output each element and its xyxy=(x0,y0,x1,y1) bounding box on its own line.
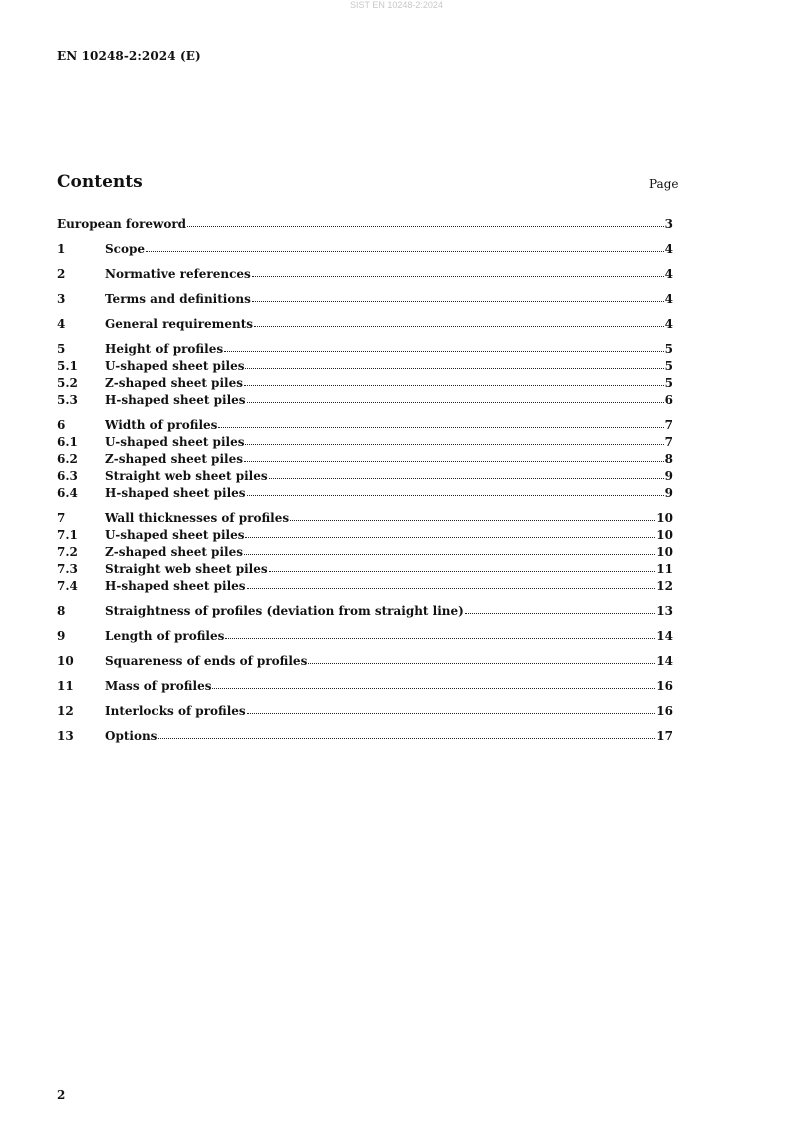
toc-entry[interactable] xyxy=(57,728,673,745)
toc-dot-leader xyxy=(254,316,664,328)
toc-entry-number: 5.3 xyxy=(57,393,78,407)
toc-dot-leader xyxy=(308,653,655,665)
toc-entry[interactable] xyxy=(57,216,673,233)
toc-entry-title: Options xyxy=(105,729,158,743)
toc-entry[interactable] xyxy=(57,578,673,595)
toc-entry-title: U-shaped sheet piles xyxy=(105,435,245,449)
toc-entry-number: 2 xyxy=(57,267,66,281)
page-number: 2 xyxy=(57,1088,66,1102)
toc-entry-page: 3 xyxy=(664,217,673,231)
toc-entry[interactable] xyxy=(57,375,673,392)
toc-dot-leader xyxy=(252,266,664,278)
toc-entry-title: Normative references xyxy=(105,267,251,281)
toc-entry[interactable] xyxy=(57,291,673,308)
toc-entry-title: Wall thicknesses of profiles xyxy=(105,511,290,525)
toc-entry-page: 6 xyxy=(664,393,673,407)
toc-entry-title: Straight web sheet piles xyxy=(105,469,268,483)
toc-entry[interactable] xyxy=(57,417,673,434)
toc-entry-title: Width of profiles xyxy=(105,418,218,432)
toc-entry-title: Length of profiles xyxy=(105,629,225,643)
toc-entry-number: 5.1 xyxy=(57,359,78,373)
toc-entry[interactable] xyxy=(57,561,673,578)
toc-dot-leader xyxy=(269,561,656,573)
toc-entry-title: Straight web sheet piles xyxy=(105,562,268,576)
toc-entry-number: 4 xyxy=(57,317,66,331)
toc-entry-page: 14 xyxy=(656,654,673,668)
toc-entry-page: 11 xyxy=(656,562,673,576)
toc-dot-leader xyxy=(146,241,664,253)
toc-dot-leader xyxy=(247,392,664,404)
toc-entry-number: 6.2 xyxy=(57,452,78,466)
toc-entry-number: 12 xyxy=(57,704,74,718)
toc-entry-page: 9 xyxy=(664,486,673,500)
toc-entry-page: 12 xyxy=(656,579,673,593)
toc-entry-number: 5.2 xyxy=(57,376,78,390)
toc-dot-leader xyxy=(247,485,664,497)
toc-entry-page: 8 xyxy=(664,452,673,466)
toc-entry-page: 5 xyxy=(664,342,673,356)
toc-dot-leader xyxy=(187,216,664,228)
toc-entry[interactable] xyxy=(57,341,673,358)
toc-entry[interactable] xyxy=(57,392,673,409)
toc-entry[interactable] xyxy=(57,510,673,527)
toc-entry-title: H-shaped sheet piles xyxy=(105,486,246,500)
toc-entry-page: 9 xyxy=(664,469,673,483)
toc-entry[interactable] xyxy=(57,527,673,544)
toc-entry-number: 6.1 xyxy=(57,435,78,449)
toc-dot-leader xyxy=(245,358,663,370)
toc-entry-page: 16 xyxy=(656,679,673,693)
toc-entry-number: 7.4 xyxy=(57,579,78,593)
toc-entry-page: 5 xyxy=(664,376,673,390)
toc-entry-title: Scope xyxy=(105,242,146,256)
toc-dot-leader xyxy=(218,417,663,429)
toc-entry[interactable] xyxy=(57,603,673,620)
toc-entry-page: 14 xyxy=(656,629,673,643)
toc-entry[interactable] xyxy=(57,485,673,502)
toc-dot-leader xyxy=(244,544,655,556)
toc-entry-number: 8 xyxy=(57,604,66,618)
toc-dot-leader xyxy=(158,728,655,740)
toc-entry-title: Mass of profiles xyxy=(105,679,212,693)
toc-entry-title: Z-shaped sheet piles xyxy=(105,452,243,466)
toc-dot-leader xyxy=(269,468,664,480)
toc-entry-page: 10 xyxy=(656,528,673,542)
toc-entry[interactable] xyxy=(57,653,673,670)
toc-dot-leader xyxy=(245,527,655,539)
toc-dot-leader xyxy=(465,603,655,615)
toc-entry-number: 1 xyxy=(57,242,66,256)
toc-dot-leader xyxy=(212,678,655,690)
toc-dot-leader xyxy=(244,451,664,463)
toc-entry-page: 17 xyxy=(656,729,673,743)
toc-entry-number: 6 xyxy=(57,418,66,432)
toc-entry-number: 10 xyxy=(57,654,74,668)
toc-entry[interactable] xyxy=(57,434,673,451)
toc-dot-leader xyxy=(245,434,663,446)
toc-entry-page: 4 xyxy=(664,292,673,306)
toc-dot-leader xyxy=(224,341,664,353)
toc-dot-leader xyxy=(225,628,655,640)
toc-entry-title: H-shaped sheet piles xyxy=(105,393,246,407)
toc-entry-title: Height of profiles xyxy=(105,342,224,356)
toc-entry[interactable] xyxy=(57,678,673,695)
toc-entry-page: 16 xyxy=(656,704,673,718)
toc-entry-title: Straightness of profiles (deviation from straight line) xyxy=(105,604,464,618)
toc-entry-page: 7 xyxy=(664,435,673,449)
toc-entry-page: 13 xyxy=(656,604,673,618)
toc-entry-title: Terms and definitions xyxy=(105,292,251,306)
table-of-contents xyxy=(57,216,673,745)
toc-entry-title: Z-shaped sheet piles xyxy=(105,545,243,559)
document-identifier: EN 10248-2:2024 (E) xyxy=(57,49,201,63)
toc-entry-page: 4 xyxy=(664,242,673,256)
toc-dot-leader xyxy=(290,510,655,522)
toc-entry[interactable] xyxy=(57,358,673,375)
toc-dot-leader xyxy=(252,291,664,303)
toc-entry-number: 6.4 xyxy=(57,486,78,500)
toc-entry-title: Interlocks of profiles xyxy=(105,704,246,718)
toc-entry[interactable] xyxy=(57,241,673,258)
toc-entry-number: 5 xyxy=(57,342,66,356)
toc-entry-number: 7 xyxy=(57,511,66,525)
toc-entry-page: 7 xyxy=(664,418,673,432)
toc-entry-title: H-shaped sheet piles xyxy=(105,579,246,593)
toc-entry[interactable] xyxy=(57,628,673,645)
toc-entry-number: 7.3 xyxy=(57,562,78,576)
toc-entry-title: General requirements xyxy=(105,317,254,331)
toc-entry[interactable] xyxy=(57,316,673,333)
toc-entry-title: Squareness of ends of profiles xyxy=(105,654,308,668)
toc-entry-number: 7.1 xyxy=(57,528,78,542)
toc-entry[interactable] xyxy=(57,468,673,485)
toc-dot-leader xyxy=(247,578,656,590)
toc-entry-number: 6.3 xyxy=(57,469,78,483)
toc-entry-page: 10 xyxy=(656,511,673,525)
toc-entry-page: 4 xyxy=(664,317,673,331)
toc-entry[interactable] xyxy=(57,703,673,720)
contents-heading: Contents xyxy=(57,172,143,192)
toc-entry-page: 10 xyxy=(656,545,673,559)
toc-entry-page: 4 xyxy=(664,267,673,281)
toc-entry-number: 9 xyxy=(57,629,66,643)
toc-entry-title: U-shaped sheet piles xyxy=(105,359,245,373)
toc-entry-number: 13 xyxy=(57,729,74,743)
toc-entry[interactable] xyxy=(57,451,673,468)
toc-entry-title: Z-shaped sheet piles xyxy=(105,376,243,390)
toc-entry[interactable] xyxy=(57,266,673,283)
toc-dot-leader xyxy=(247,703,656,715)
watermark: SIST EN 10248-2:2024 xyxy=(350,0,443,10)
toc-entry-number: 7.2 xyxy=(57,545,78,559)
toc-entry-page: 5 xyxy=(664,359,673,373)
toc-entry-title: European foreword xyxy=(57,217,187,231)
page-column-label: Page xyxy=(649,177,679,191)
toc-dot-leader xyxy=(244,375,664,387)
toc-entry[interactable] xyxy=(57,544,673,561)
toc-entry-number: 11 xyxy=(57,679,74,693)
toc-entry-title: U-shaped sheet piles xyxy=(105,528,245,542)
toc-entry-number: 3 xyxy=(57,292,66,306)
